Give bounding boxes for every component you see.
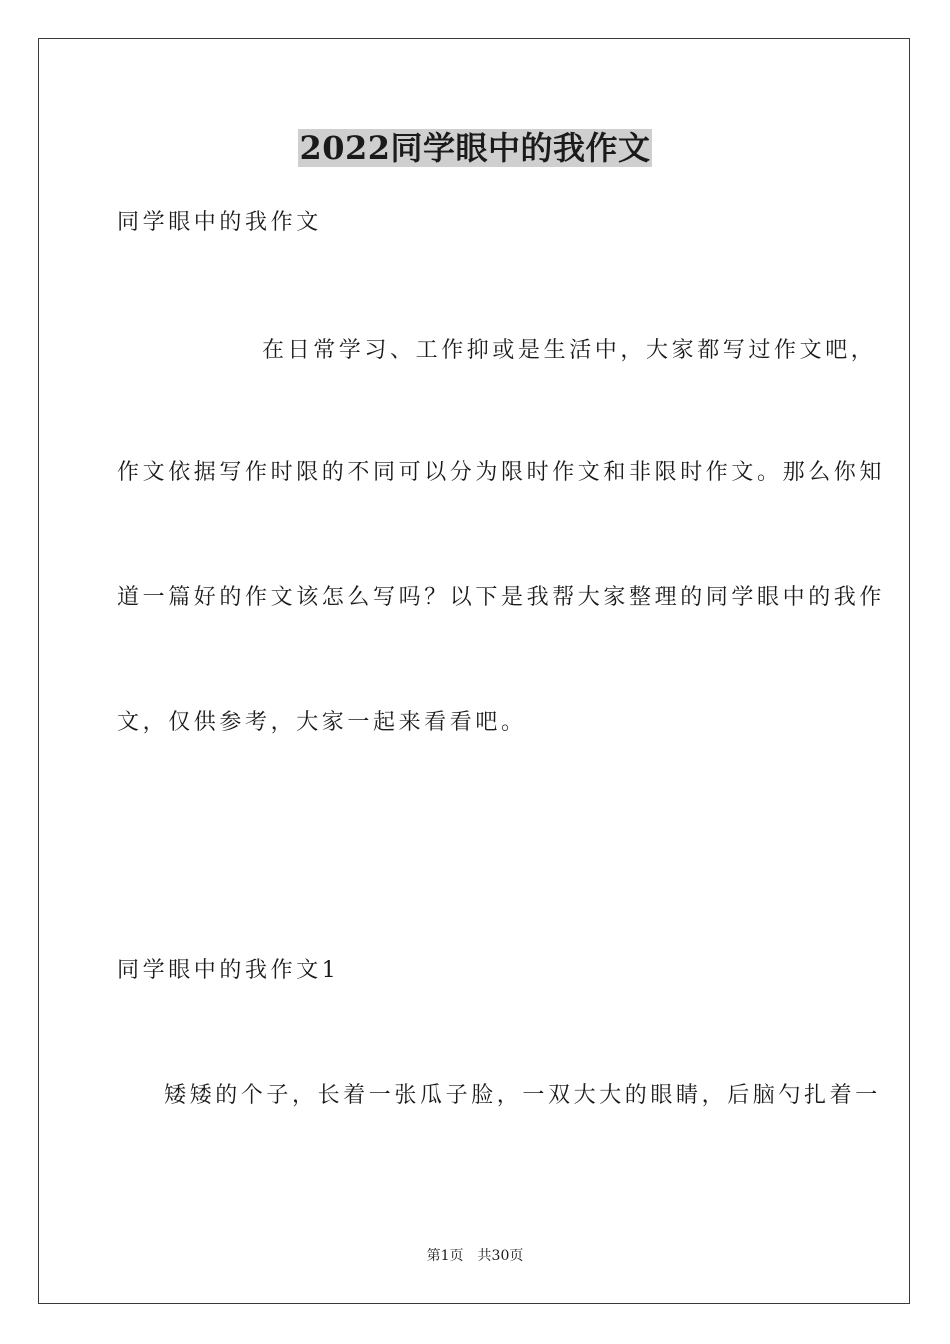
page-number: 第1页 — [426, 1248, 464, 1264]
document-subtitle: 同学眼中的我作文 — [117, 210, 322, 235]
body-line-1: 矮矮的个子，长着一张瓜子脸，一双大大的眼睛，后脑勺扎着一 — [164, 1083, 881, 1108]
document-title-text: 2022同学眼中的我作文 — [299, 129, 651, 167]
section-heading: 同学眼中的我作文1 — [117, 958, 340, 983]
intro-line-3: 道一篇好的作文该怎么写吗？以下是我帮大家整理的同学眼中的我作 — [117, 585, 886, 610]
page-footer — [0, 1246, 950, 1266]
intro-line-1: 在日常学习、工作抑或是生活中，大家都写过作文吧， — [262, 338, 877, 363]
intro-line-2: 作文依据写作时限的不同可以分为限时作文和非限时作文。那么你知 — [117, 460, 886, 485]
document-title — [0, 128, 950, 168]
page-total: 共30页 — [477, 1248, 524, 1264]
intro-line-4: 文，仅供参考，大家一起来看看吧。 — [117, 710, 527, 735]
